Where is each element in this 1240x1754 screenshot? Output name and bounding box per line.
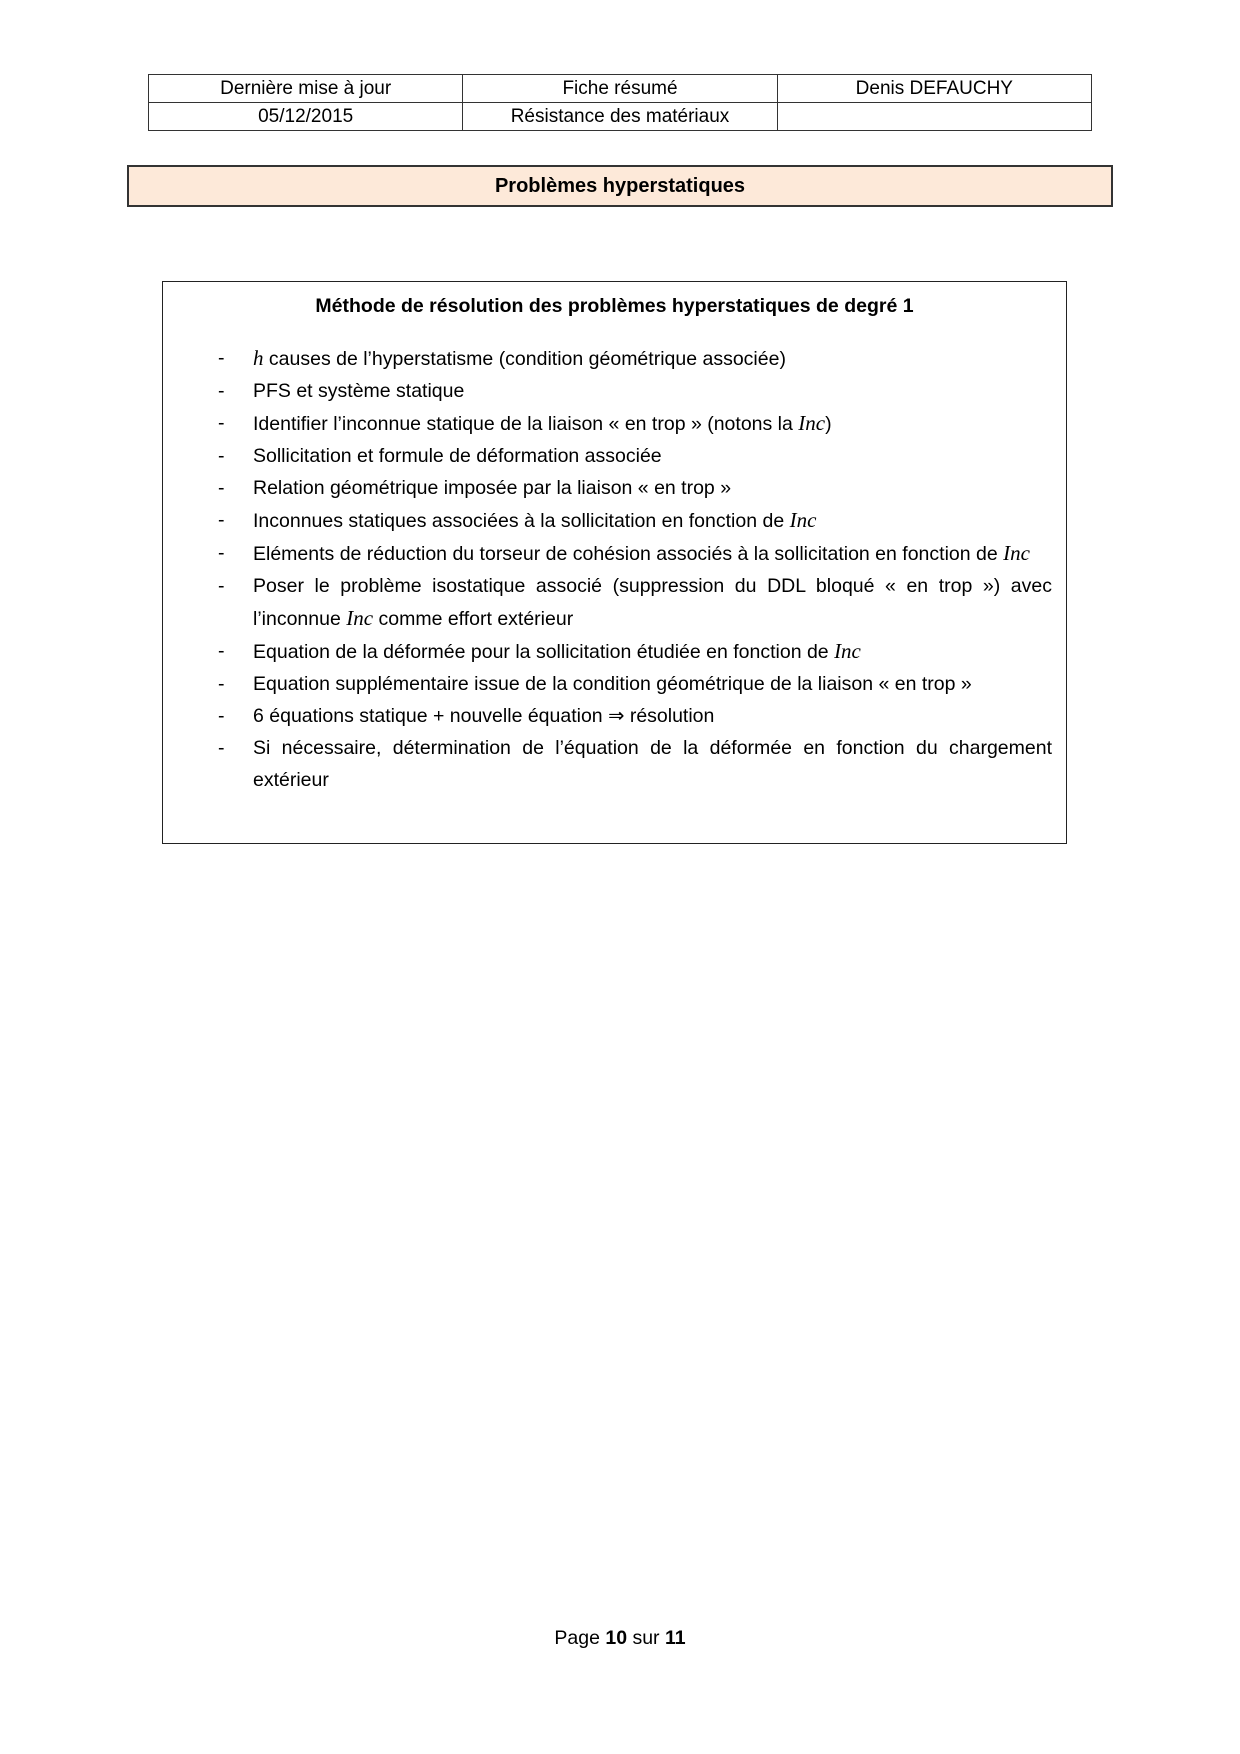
last-update-label: Dernière mise à jour [149, 75, 463, 103]
author-name: Denis DEFAUCHY [777, 75, 1091, 103]
method-box [162, 281, 1067, 844]
list-item: - Eléments de réduction du torseur de cohésion associés à la sollicitation en fonction de Inc [163, 537, 1066, 570]
list-item: - Equation de la déformée pour la sollicitation étudiée en fonction de Inc [163, 635, 1066, 668]
dash-bullet: - [218, 542, 225, 564]
list-item: - Identifier l’inconnue statique de la liaison « en trop » (notons la Inc) [163, 407, 1066, 440]
steps-list [163, 342, 1066, 796]
header-table [148, 74, 1092, 131]
document-type: Fiche résumé [463, 75, 777, 103]
list-item: - Sollicitation et formule de déformation associée [163, 440, 1066, 472]
empty-cell [777, 103, 1091, 131]
header-row [149, 103, 1092, 131]
dash-bullet: - [218, 705, 225, 727]
math-symbol: Inc [346, 606, 374, 630]
page-current: 10 [605, 1627, 628, 1649]
dash-bullet: - [218, 737, 225, 759]
header-row [149, 75, 1092, 103]
dash-bullet: - [218, 412, 225, 434]
list-item: - 6 équations statique + nouvelle équation ⇒ résolution [163, 700, 1066, 732]
of-label: sur [627, 1627, 665, 1649]
dash-bullet: - [218, 477, 225, 499]
page-label: Page [554, 1627, 606, 1649]
list-item: - PFS et système statique [163, 375, 1066, 407]
math-symbol: Inc [798, 411, 826, 435]
math-symbol: h [253, 346, 264, 370]
method-title: Méthode de résolution des problèmes hyperstatiques de degré 1 [315, 295, 914, 317]
dash-bullet: - [218, 380, 225, 402]
list-item: - Inconnues statiques associées à la sollicitation en fonction de Inc [163, 504, 1066, 537]
list-item: - Si nécessaire, détermination de l’équation de la déformée en fonction du chargement extérieur [163, 732, 1066, 796]
dash-bullet: - [218, 575, 225, 597]
subject-name: Résistance des matériaux [463, 103, 777, 131]
section-title: Problèmes hyperstatiques [127, 165, 1113, 207]
math-symbol: Inc [834, 639, 861, 663]
dash-bullet: - [218, 347, 225, 369]
math-symbol: Inc [1003, 541, 1030, 565]
list-item: - Equation supplémentaire issue de la condition géométrique de la liaison « en trop » [163, 668, 1066, 700]
last-update-date: 05/12/2015 [149, 103, 463, 131]
page-footer [0, 1625, 1240, 1651]
math-symbol: Inc [789, 508, 817, 532]
dash-bullet: - [218, 640, 225, 662]
dash-bullet: - [218, 509, 225, 531]
list-item: - h causes de l’hyperstatisme (condition géométrique associée) [163, 342, 1066, 375]
list-item: - Poser le problème isostatique associé (suppression du DDL bloqué « en trop ») avec l’inconnue Inc comme effort extérieur [163, 570, 1066, 635]
list-item: - Relation géométrique imposée par la liaison « en trop » [163, 472, 1066, 504]
dash-bullet: - [218, 445, 225, 467]
page-total: 11 [664, 1627, 686, 1649]
dash-bullet: - [218, 673, 225, 695]
